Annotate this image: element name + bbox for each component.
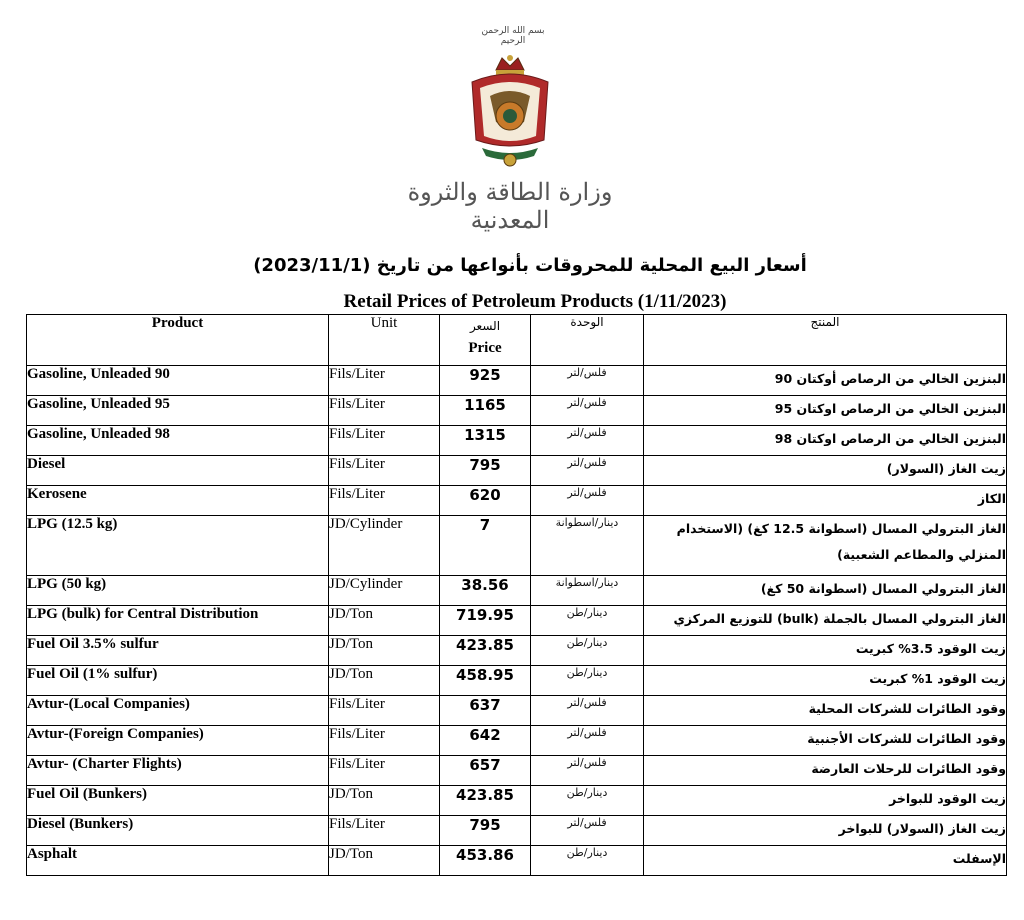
cell-product-arabic: البنزين الخالي من الرصاص اوكتان 98 [644,426,1007,456]
cell-unit: Fils/Liter [329,426,440,456]
cell-price: 1315 [440,426,531,456]
cell-unit: Fils/Liter [329,816,440,846]
cell-unit: Fils/Liter [329,696,440,726]
cell-price: 795 [440,816,531,846]
cell-unit: Fils/Liter [329,756,440,786]
cell-unit: JD/Ton [329,666,440,696]
cell-product-arabic: الإسفلت [644,846,1007,876]
cell-product-arabic: الكاز [644,486,1007,516]
cell-unit-arabic: دينار/اسطوانة [531,576,644,606]
table-row [27,816,1007,846]
cell-unit-arabic: فلس/لتر [531,396,644,426]
cell-product: Asphalt [27,846,329,876]
cell-price: 458.95 [440,666,531,696]
table-row [27,576,1007,606]
cell-product-arabic: زيت الوقود للبواخر [644,786,1007,816]
table-row [27,636,1007,666]
table-row [27,486,1007,516]
cell-price: 7 [440,516,531,576]
cell-price: 453.86 [440,846,531,876]
cell-product-arabic: الغاز البترولي المسال بالجملة (bulk) للتوزيع المركزي [644,606,1007,636]
table-header-row [27,315,1007,366]
cell-product-arabic: زيت الغاز (السولار) [644,456,1007,486]
ministry-name-calligraphy: وزارة الطاقة والثروة المعدنية [407,178,613,234]
cell-price: 642 [440,726,531,756]
cell-price: 1165 [440,396,531,426]
header-price-arabic: السعر [469,319,501,333]
cell-price: 423.85 [440,636,531,666]
cell-unit: JD/Ton [329,846,440,876]
cell-unit-arabic: فلس/لتر [531,426,644,456]
cell-unit-arabic: دينار/اسطوانة [531,516,644,576]
cell-unit-arabic: فلس/لتر [531,366,644,396]
document-header [0,0,1024,250]
cell-unit: Fils/Liter [329,366,440,396]
cell-price: 795 [440,456,531,486]
table-row [27,366,1007,396]
cell-unit-arabic: فلس/لتر [531,756,644,786]
cell-product-arabic: وقود الطائرات للشركات المحلية [644,696,1007,726]
basmala-calligraphy: بسم الله الرحمن الرحيم [481,26,545,46]
header-price-english: Price [468,340,502,356]
cell-unit: Fils/Liter [329,396,440,426]
cell-price: 719.95 [440,606,531,636]
cell-product: Avtur-(Foreign Companies) [27,726,329,756]
cell-product: Diesel [27,456,329,486]
cell-product-arabic: البنزين الخالي من الرصاص أوكتان 90 [644,366,1007,396]
cell-product-arabic: البنزين الخالي من الرصاص اوكتان 95 [644,396,1007,426]
table-row [27,606,1007,636]
cell-product: LPG (bulk) for Central Distribution [27,606,329,636]
cell-product-arabic: وقود الطائرات للشركات الأجنبية [644,726,1007,756]
cell-unit-arabic: دينار/طن [531,846,644,876]
cell-price: 38.56 [440,576,531,606]
cell-unit-arabic: فلس/لتر [531,726,644,756]
cell-unit-arabic: فلس/لتر [531,816,644,846]
cell-price: 637 [440,696,531,726]
table-row [27,756,1007,786]
cell-product: Gasoline, Unleaded 95 [27,396,329,426]
cell-product-arabic: الغاز البترولي المسال (اسطوانة 12.5 كغ) (الاستخدام المنزلي والمطاعم الشعبية) [644,516,1007,576]
cell-unit-arabic: دينار/طن [531,666,644,696]
cell-unit: Fils/Liter [329,456,440,486]
cell-price: 423.85 [440,786,531,816]
title-arabic: أسعار البيع المحلية للمحروقات بأنواعها من تاريخ (2023/11/1) [253,255,807,276]
table-row [27,456,1007,486]
cell-product-arabic: زيت الوقود 1% كبريت [644,666,1007,696]
cell-unit-arabic: دينار/طن [531,636,644,666]
cell-unit-arabic: فلس/لتر [531,456,644,486]
header-product: Product [27,315,329,366]
cell-unit-arabic: فلس/لتر [531,696,644,726]
cell-product: Kerosene [27,486,329,516]
cell-product: Fuel Oil 3.5% sulfur [27,636,329,666]
cell-price: 620 [440,486,531,516]
cell-unit: JD/Cylinder [329,576,440,606]
cell-product: LPG (12.5 kg) [27,516,329,576]
cell-unit: JD/Ton [329,786,440,816]
cell-product: Fuel Oil (1% sulfur) [27,666,329,696]
table-row [27,726,1007,756]
cell-product: LPG (50 kg) [27,576,329,606]
table-row [27,666,1007,696]
cell-unit-arabic: دينار/طن [531,786,644,816]
cell-product: Gasoline, Unleaded 90 [27,366,329,396]
cell-unit: JD/Ton [329,636,440,666]
cell-product: Fuel Oil (Bunkers) [27,786,329,816]
cell-unit: JD/Ton [329,606,440,636]
cell-product-arabic: الغاز البترولي المسال (اسطوانة 50 كغ) [644,576,1007,606]
table-row [27,516,1007,576]
cell-product: Gasoline, Unleaded 98 [27,426,329,456]
cell-product: Avtur-(Local Companies) [27,696,329,726]
table-row [27,846,1007,876]
coat-of-arms-icon [462,52,558,170]
cell-product-arabic: زيت الوقود 3.5% كبريت [644,636,1007,666]
header-unit-arabic: الوحدة [531,315,644,366]
cell-unit: Fils/Liter [329,726,440,756]
cell-product-arabic: وقود الطائرات للرحلات العارضة [644,756,1007,786]
cell-product: Avtur- (Charter Flights) [27,756,329,786]
table-row [27,426,1007,456]
cell-unit-arabic: فلس/لتر [531,486,644,516]
cell-unit-arabic: دينار/طن [531,606,644,636]
header-unit: Unit [329,315,440,366]
price-table [26,314,1007,876]
header-product-arabic: المنتج [644,315,1007,366]
cell-unit: JD/Cylinder [329,516,440,576]
table-row [27,696,1007,726]
cell-price: 925 [440,366,531,396]
cell-unit: Fils/Liter [329,486,440,516]
table-row [27,396,1007,426]
cell-price: 657 [440,756,531,786]
table-row [27,786,1007,816]
header-price [440,315,531,366]
title-english: Retail Prices of Petroleum Products (1/11/2023) [343,291,727,312]
cell-product-arabic: زيت الغاز (السولار) للبواخر [644,816,1007,846]
cell-product: Diesel (Bunkers) [27,816,329,846]
